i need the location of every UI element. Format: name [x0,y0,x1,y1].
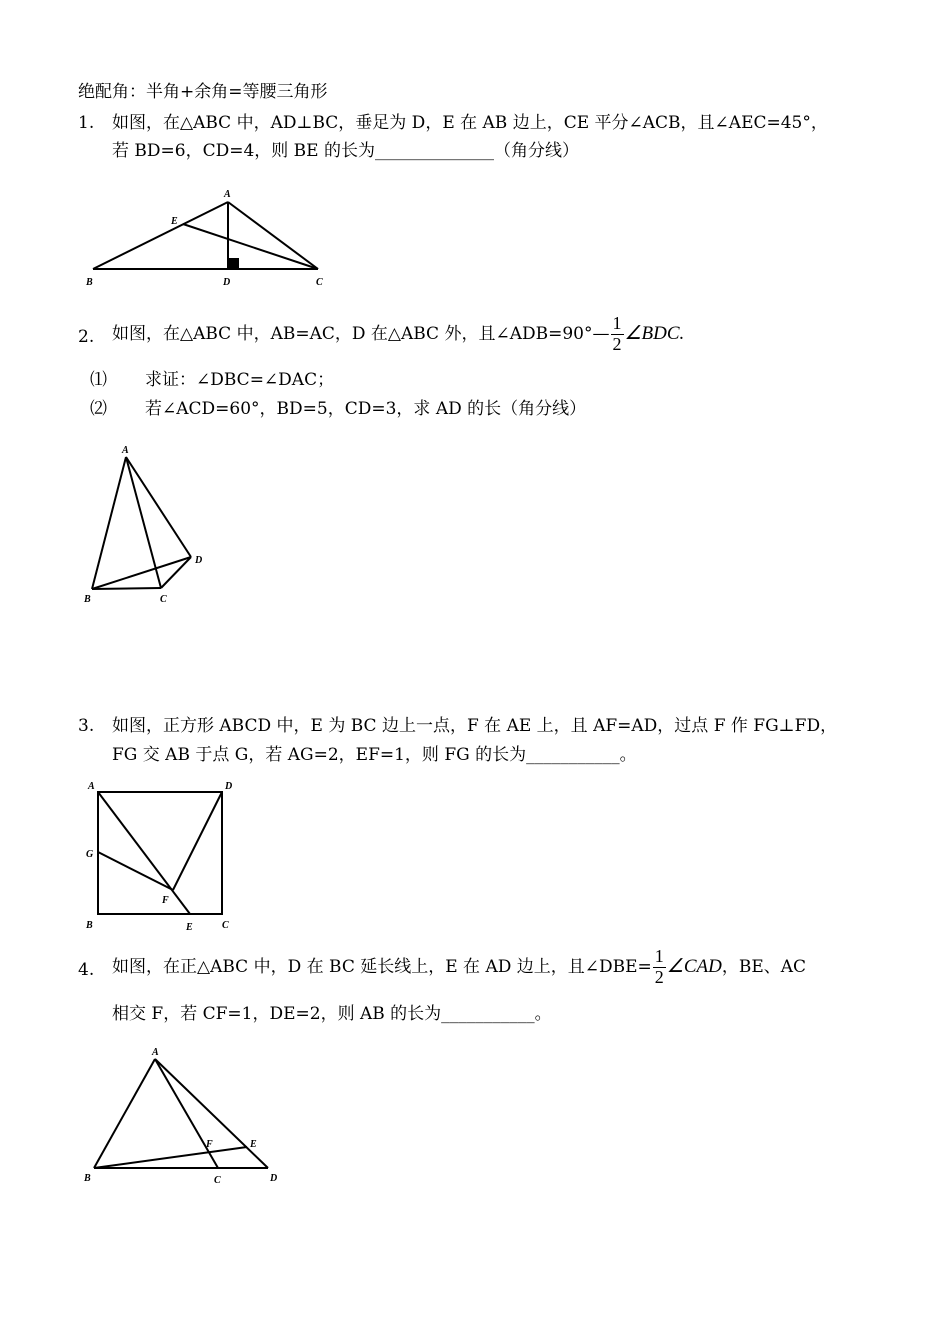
problem-2-sub1: 求证：∠DBC=∠DAC； [145,370,335,390]
fig1-label-e: E [171,216,178,227]
fig3-label-f: F [162,895,169,906]
problem-2-sub2-number: ⑵ [90,399,107,419]
problem-2-number: 2. [78,327,95,347]
fig3-label-c: C [222,920,229,931]
fig4-label-c: C [214,1175,221,1186]
fraction-denominator: 2 [654,966,664,987]
fig1-label-c: C [316,277,323,288]
fraction-numerator: 1 [612,313,622,333]
fig3-label-b: B [86,920,93,931]
section-title: 绝配角：半角+余角=等腰三角形 [78,82,328,102]
problem-2-stem-pre: 如图，在△ABC 中，AB=AC，D 在△ABC 外，且∠ADB=90°— [112,323,610,344]
problem-2-sub2: 若∠ACD=60°，BD=5，CD=3，求 AD 的长（角分线） [145,399,587,419]
fig4-label-e: E [250,1139,257,1150]
fig3-label-g: G [86,849,94,860]
problem-3-line1: 如图，正方形 ABCD 中，E 为 BC 边上一点，F 在 AE 上，且 AF=AD，过点 F 作 FG⊥FD， [112,716,838,736]
fig3-label-a: A [88,781,95,792]
problem-4-stem-post: ，BE、AC [721,956,807,977]
fig1-label-d: D [223,277,231,288]
fig2-label-a: A [122,445,129,456]
fig3-label-e: E [186,922,193,933]
fig4-label-f: F [206,1139,213,1150]
fig1-label-a: A [224,189,231,200]
fig3-label-d: D [225,781,233,792]
fig2-label-b: B [84,594,91,605]
fig4-label-d: D [270,1173,278,1184]
problem-4-line2: 相交 F，若 CF=1，DE=2，则 AB 的长为___________。 [112,1004,552,1024]
problem-2-stem-post: ∠BDC. [624,322,685,344]
problem-1-line1: 如图，在△ABC 中，AD⊥BC，垂足为 D，E 在 AB 边上，CE 平分∠ACB，且∠AEC=45°， [112,113,828,133]
problem-1-line2: 若 BD=6，CD=4，则 BE 的长为______________（角分线） [112,141,579,161]
fig2-label-c: C [160,594,167,605]
fraction-denominator: 2 [612,333,622,354]
problem-4-number: 4. [78,960,95,980]
problem-4-stem-math: ∠CAD [666,955,722,977]
problem-3-number: 3. [78,716,95,736]
fraction-numerator: 1 [654,946,664,966]
problem-2-sub1-number: ⑴ [90,370,107,390]
problem-3-line2: FG 交 AB 于点 G，若 AG=2，EF=1，则 FG 的长为___________。 [112,745,637,765]
problem-1-number: 1. [78,113,95,133]
fig4-label-b: B [84,1173,91,1184]
fig4-label-a: A [152,1047,159,1058]
fig1-label-b: B [86,277,93,288]
fig2-label-d: D [195,555,203,566]
problem-4-stem-pre: 如图，在正△ABC 中，D 在 BC 延长线上，E 在 AD 边上，且∠DBE= [112,956,652,977]
